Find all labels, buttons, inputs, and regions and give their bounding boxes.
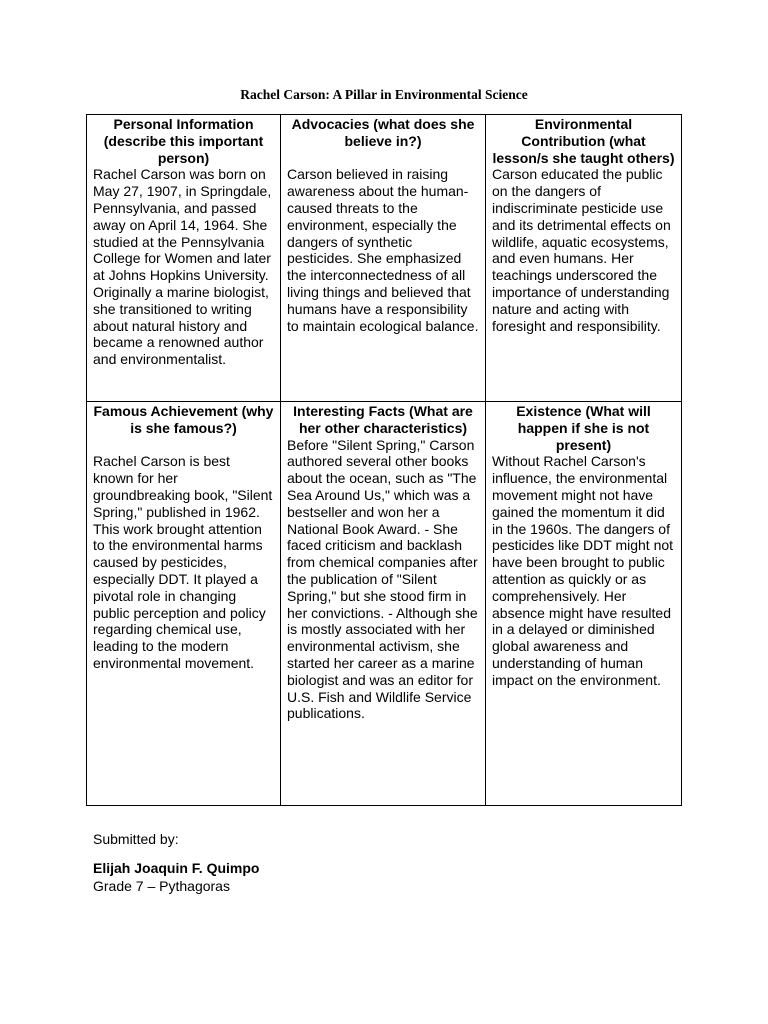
advocacies-text: Carson believed in raising awareness about the human-caused threats to the environment, especially the dangers of synthetic pesticides. She emphasized the interconnectedness of all living things and believed that humans have a responsibility to maintain ecological balance. xyxy=(287,166,479,334)
cell-interesting-facts xyxy=(281,402,486,806)
personal-information-text: Rachel Carson was born on May 27, 1907, in Springdale, Pennsylvania, and passed away on April 14, 1964. She studied at the Pennsylvania College for Women and later at Johns Hopkins University. Originally a marine biologist, she transitioned to writing about natural history and became a renowned author and environmentalist. xyxy=(93,166,272,368)
personal-information-header: Personal Information (describe this important person) xyxy=(103,116,264,166)
submitted-by-label: Submitted by: xyxy=(93,831,179,847)
famous-achievement-header: Famous Achievement (why is she famous?) xyxy=(93,403,274,436)
cell-environmental-contribution xyxy=(486,115,682,402)
student-grade: Grade 7 – Pythagoras xyxy=(93,878,230,894)
info-table xyxy=(86,114,682,806)
cell-existence xyxy=(486,402,682,806)
cell-personal-information xyxy=(87,115,281,402)
interesting-facts-header: Interesting Facts (What are her other characteristics) xyxy=(293,403,473,436)
famous-achievement-text: Rachel Carson is best known for her groundbreaking book, "Silent Spring," published in 1962. This work brought attention to the environmental harms caused by pesticides, especially DDT. It played a pivotal role in changing public perception and policy regarding chemical use, leading to the modern environmental movement. xyxy=(93,453,273,671)
existence-text: Without Rachel Carson's influence, the environmental movement might not have gained the momentum it did in the 1960s. The dangers of pesticides like DDT might not have been brought to public attention as quickly or as comprehensively. Her absence might have resulted in a delayed or diminished global awareness and understanding of human impact on the environment. xyxy=(492,453,674,688)
existence-header: Existence (What will happen if she is not present) xyxy=(516,403,651,453)
cell-famous-achievement xyxy=(87,402,281,806)
table-row xyxy=(87,402,682,806)
environmental-contribution-header: Environmental Contribution (what lesson/s she taught others) xyxy=(492,116,675,166)
document-title: Rachel Carson: A Pillar in Environmental Science xyxy=(240,87,528,102)
interesting-facts-text: Before "Silent Spring," Carson authored several other books about the ocean, such as "The Sea Around Us," which was a bestseller and won her a National Book Award. - She faced criticism and backlash from chemical companies after the publication of "Silent Spring," but she stood firm in her convictions. - Although she is mostly associated with her environmental activism, she started her career as a marine biologist and was an editor for U.S. Fish and Wildlife Service publications. xyxy=(287,436,478,722)
cell-advocacies xyxy=(281,115,486,402)
student-name: Elijah Joaquin F. Quimpo xyxy=(93,860,260,876)
environmental-contribution-text: Carson educated the public on the dangers of indiscriminate pesticide use and its detrimental effects on wildlife, aquatic ecosystems, and even humans. Her teachings underscored the importance of understanding nature and acting with foresight and responsibility. xyxy=(492,166,671,334)
table-row xyxy=(87,115,682,402)
advocacies-header: Advocacies (what does she believe in?) xyxy=(291,116,475,149)
